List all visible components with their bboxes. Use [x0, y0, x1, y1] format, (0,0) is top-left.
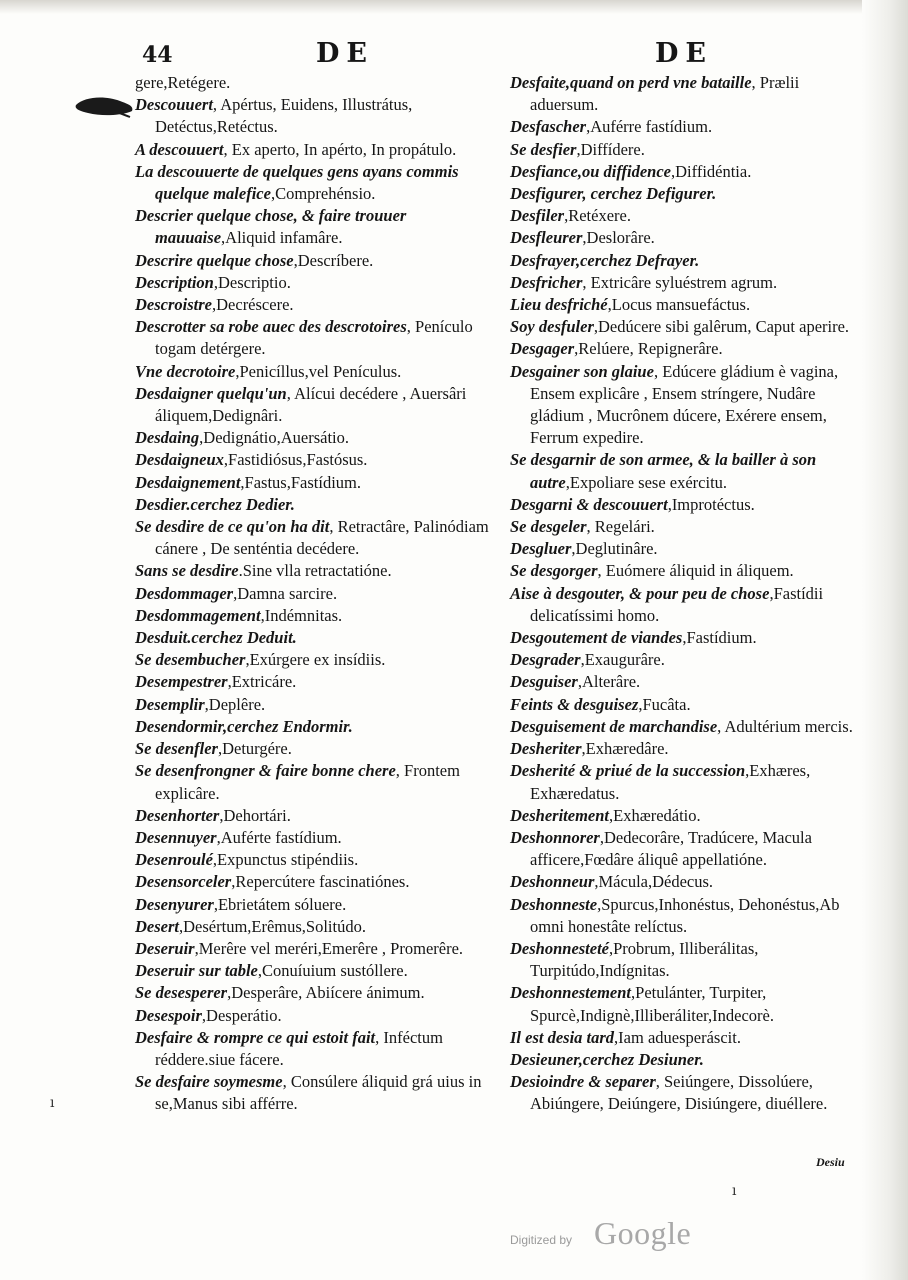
- page-right-edge: [862, 0, 908, 1280]
- entry-headword: Desieuner,cerchez Desiuner.: [510, 1049, 704, 1069]
- dictionary-entry: [135, 627, 495, 649]
- entry-headword: Desgarni & descouuert: [510, 494, 668, 514]
- entry-headword: Desdaigner quelqu'un: [135, 383, 287, 403]
- google-logo: Google: [594, 1215, 692, 1251]
- entry-latin: ,Descriptio.: [213, 272, 291, 292]
- dictionary-entry: [510, 538, 860, 560]
- dictionary-entry: [135, 716, 495, 738]
- entry-latin: , Prælii aduersum.: [530, 73, 800, 115]
- entry-latin: ,Retéxere.: [564, 206, 631, 226]
- entry-latin: ,Exúrgere ex insídiis.: [245, 650, 386, 670]
- entry-latin: ,Indémnitas.: [260, 605, 343, 625]
- entry-headword: Se desgeler: [510, 517, 587, 537]
- entry-latin: ,Dehortári.: [219, 805, 291, 825]
- entry-latin: , Regelári.: [586, 517, 655, 537]
- entry-latin: ,Dedúcere sibi galêrum, Caput aperire.: [593, 317, 850, 337]
- entry-latin: , Seiúngere, Dissolúere, Abiúngere, Deiúngere, Disiúngere, diuéllere.: [530, 1072, 828, 1114]
- entry-headword: Se desfier: [510, 139, 577, 159]
- entry-headword: Deshonnestement: [510, 983, 632, 1003]
- entry-headword: Desennuyer: [135, 827, 217, 847]
- entry-headword: Desdaigneux: [135, 450, 224, 470]
- entry-headword: Desgainer son glaiue: [510, 361, 654, 381]
- dictionary-entry: [135, 916, 495, 938]
- entry-latin: ,Desértum,Erêmus,Solitúdo.: [179, 916, 366, 936]
- dictionary-entry: [510, 361, 860, 450]
- dictionary-entry: [510, 494, 860, 516]
- entry-headword: Desfascher: [510, 117, 587, 137]
- entry-headword: Desfrayer,cerchez Defrayer.: [510, 250, 700, 270]
- entry-latin: .Sine vlla retractatióne.: [238, 561, 392, 581]
- entry-latin: , Ex aperto, In apérto, In propátulo.: [223, 139, 457, 159]
- dictionary-entry: [510, 694, 860, 716]
- dictionary-entry: [510, 827, 860, 871]
- entry-latin: ,Locus mansuefáctus.: [607, 295, 751, 315]
- entry-latin: gere,Retégere.: [135, 73, 231, 92]
- dictionary-entry: [135, 1027, 495, 1071]
- entry-headword: Desguisement de marchandise: [510, 716, 718, 736]
- entry-headword: Descrotter sa robe auec des descrotoires: [135, 317, 407, 337]
- dictionary-entry: [135, 760, 495, 804]
- dictionary-entry: [135, 72, 495, 94]
- entry-headword: Desdaignement: [135, 472, 241, 492]
- entry-latin: ,Decréscere.: [212, 295, 294, 315]
- entry-latin: ,Damna sarcire.: [233, 583, 338, 603]
- dictionary-entry: [510, 516, 860, 538]
- entry-headword: Desendormir,cerchez Endormir.: [135, 716, 353, 736]
- entry-headword: Desert: [135, 916, 179, 936]
- dictionary-entry: [510, 938, 860, 982]
- entry-latin: , Penículo togam detérgere.: [155, 317, 473, 359]
- dictionary-entry: [135, 472, 495, 494]
- entry-latin: ,Iam aduesperáscit.: [614, 1027, 741, 1047]
- entry-latin: ,Desperâre, Abiícere ánimum.: [227, 983, 425, 1003]
- entry-latin: ,Exhæredâre.: [581, 739, 669, 759]
- left-column: [135, 72, 495, 1116]
- entry-headword: Desheriter: [510, 739, 582, 759]
- entry-headword: Deshonnorer: [510, 827, 600, 847]
- entry-latin: , Consúlere áliquid grá uius in se,Manus sibi afférre.: [155, 1072, 482, 1114]
- entry-latin: ,Mácula,Dédecus.: [594, 872, 714, 892]
- entry-latin: ,Spurcus,Inhonéstus, Dehonéstus,Ab omni honestâte relíctus.: [530, 894, 840, 936]
- entry-headword: Desheritement: [510, 805, 609, 825]
- entry-headword: Desdier.cerchez Dedier.: [135, 494, 295, 514]
- entry-headword: Deshonneur: [510, 872, 595, 892]
- entry-latin: , Edúcere gládium è vagina, Ensem explicâre , Ensem stríngere, Nudâre gládium , Mucrônem dúcere, Exérere ensem, Ferrum expedire.: [530, 361, 839, 448]
- entry-headword: Se desenfler: [135, 739, 218, 759]
- entry-latin: ,Dedignátio,Auersátio.: [199, 428, 350, 448]
- entry-headword: Aise à desgouter, & pour peu de chose: [510, 583, 770, 603]
- entry-headword: Desfleurer: [510, 228, 583, 248]
- entry-headword: Desfaire & rompre ce qui estoit fait: [135, 1027, 376, 1047]
- entry-headword: Se desembucher: [135, 650, 246, 670]
- entry-latin: ,Exhæres, Exhæredatus.: [530, 761, 811, 803]
- digitized-by-label: Digitized by: [510, 1233, 573, 1247]
- entry-headword: Description: [135, 272, 214, 292]
- entry-headword: Deshonnesteté: [510, 938, 609, 958]
- entry-headword: Desfiance,ou diffidence: [510, 161, 671, 181]
- entry-headword: Desenroulé: [135, 850, 213, 870]
- dictionary-entry: [135, 671, 495, 693]
- entry-latin: ,Merêre vel meréri,Emerêre , Promerêre.: [194, 938, 464, 958]
- entry-headword: Descouuert: [135, 95, 213, 115]
- entry-latin: , Apértus, Euidens, Illustrátus, Detéctus,Retéctus.: [155, 95, 413, 137]
- entry-latin: ,Expunctus stipéndiis.: [212, 850, 359, 870]
- entry-headword: Se desenfrongner & faire bonne chere: [135, 761, 396, 781]
- entry-latin: , Extricâre syluéstrem agrum.: [582, 272, 778, 292]
- entry-latin: ,Expoliare sese exércitu.: [565, 472, 728, 492]
- dictionary-entry: [510, 1049, 860, 1071]
- dictionary-entry: [135, 938, 495, 960]
- entry-headword: Desemplir: [135, 694, 205, 714]
- dictionary-entry: [135, 805, 495, 827]
- entry-headword: Deseruir sur table: [135, 961, 258, 981]
- entry-latin: ,Alterâre.: [577, 672, 641, 692]
- entry-latin: , Retractâre, Palinódiam cánere , De senténtia decédere.: [155, 517, 489, 559]
- dictionary-entry: [135, 516, 495, 560]
- entry-latin: , Adultérium mercis.: [717, 716, 853, 736]
- entry-headword: Desguiser: [510, 672, 578, 692]
- entry-latin: ,Comprehénsio.: [270, 184, 376, 204]
- dictionary-entry: [510, 716, 860, 738]
- entry-latin: ,Fastídium.: [682, 628, 757, 648]
- dictionary-entry: [135, 982, 495, 1004]
- entry-headword: Desensorceler: [135, 872, 232, 892]
- entry-headword: Desgrader: [510, 650, 581, 670]
- dictionary-entry: [510, 183, 860, 205]
- entry-latin: ,Diffidéntia.: [671, 161, 752, 181]
- dictionary-entry: [135, 827, 495, 849]
- dictionary-entry: [135, 1071, 495, 1115]
- dictionary-entry: [510, 871, 860, 893]
- entry-latin: , Frontem explicâre.: [155, 761, 460, 803]
- dictionary-entry: [135, 960, 495, 982]
- entry-latin: ,Fastus,Fastídium.: [240, 472, 361, 492]
- dictionary-entry: [135, 294, 495, 316]
- dictionary-entry: [510, 161, 860, 183]
- dictionary-entry: [510, 805, 860, 827]
- entry-headword: Se desfaire soymesme: [135, 1072, 283, 1092]
- entry-headword: Feints & desguisez: [510, 694, 639, 714]
- entry-headword: Desgager: [510, 339, 575, 359]
- entry-headword: Lieu desfriché: [510, 295, 608, 315]
- entry-latin: ,Probrum, Illiberálitas, Turpitúdo,Indígnitas.: [530, 938, 759, 981]
- entry-latin: ,Ebrietátem sóluere.: [213, 894, 347, 914]
- entry-latin: , Inféctum réddere.siue fácere.: [155, 1027, 443, 1069]
- dictionary-entry: [135, 449, 495, 471]
- dictionary-entry: [510, 760, 860, 804]
- entry-headword: La descouuerte de quelques gens ayans commis quelque malefice: [135, 161, 459, 204]
- dictionary-entry: [510, 205, 860, 227]
- entry-latin: ,Relúere, Repignerâre.: [574, 339, 723, 359]
- right-column: [510, 72, 860, 1116]
- dictionary-entry: [510, 583, 860, 627]
- dictionary-entry: [510, 139, 860, 161]
- dictionary-entry: [510, 338, 860, 360]
- catchword: Desiu: [816, 1155, 845, 1169]
- dictionary-entry: [135, 316, 495, 360]
- dictionary-entry: [135, 894, 495, 916]
- dictionary-entry: [135, 383, 495, 427]
- entry-latin: ,Exaugurâre.: [580, 650, 665, 670]
- entry-headword: Desdaing: [135, 428, 200, 448]
- entry-headword: Desherité & priué de la succession: [510, 761, 746, 781]
- entry-latin: ,Dedecorâre, Tradúcere, Macula afficere,Fœdâre áliquê appellatióne.: [530, 827, 812, 870]
- entry-latin: ,Improtéctus.: [667, 494, 755, 514]
- entry-latin: ,Deturgére.: [217, 739, 292, 759]
- entry-headword: Deseruir: [135, 938, 195, 958]
- dictionary-entry: [510, 982, 860, 1026]
- entry-headword: Desfiler: [510, 206, 565, 226]
- dictionary-entry: [510, 627, 860, 649]
- entry-headword: Vne decrotoire: [135, 361, 236, 381]
- dictionary-entry: [135, 649, 495, 671]
- entry-latin: ,Deplêre.: [204, 694, 266, 714]
- entry-latin: ,Descríbere.: [293, 250, 374, 270]
- dictionary-entry: [510, 1071, 860, 1115]
- entry-headword: Desgoutement de viandes: [510, 628, 683, 648]
- entry-latin: ,Fastidiósus,Fastósus.: [223, 450, 368, 470]
- dictionary-entry: [135, 161, 495, 205]
- entry-headword: A descouuert: [135, 139, 224, 159]
- entry-headword: Se desdire de ce qu'on ha dit: [135, 517, 330, 537]
- entry-headword: Desduit.cerchez Deduit.: [135, 628, 297, 648]
- entry-headword: Deshonneste: [510, 894, 598, 914]
- dictionary-entry: [135, 694, 495, 716]
- entry-latin: ,Deslorâre.: [582, 228, 655, 248]
- dictionary-entry: [135, 139, 495, 161]
- dictionary-entry: [135, 94, 495, 138]
- dictionary-entry: [135, 583, 495, 605]
- dictionary-entry: [510, 560, 860, 582]
- page-top-edge: [0, 0, 908, 14]
- entry-latin: ,Auférte fastídium.: [216, 827, 342, 847]
- running-head-left: DE: [316, 38, 374, 69]
- dictionary-entry: [510, 116, 860, 138]
- entry-latin: ,Penicíllus,vel Penículus.: [235, 361, 402, 381]
- dictionary-entry: [510, 671, 860, 693]
- entry-latin: ,Deglutinâre.: [571, 539, 658, 559]
- entry-headword: Soy desfuler: [510, 317, 594, 337]
- entry-headword: Se desgarnir de son armee, & la bailler à son autre: [510, 450, 817, 492]
- entry-latin: , Alícui decédere , Auersâri áliquem,Dedignâri.: [155, 383, 467, 426]
- dictionary-entry: [510, 1027, 860, 1049]
- entry-headword: Descroistre: [135, 295, 212, 315]
- entry-headword: Se desesperer: [135, 983, 228, 1003]
- entry-latin: ,Repercútere fascinatiónes.: [231, 872, 410, 892]
- entry-latin: ,Desperátio.: [201, 1005, 282, 1025]
- dictionary-entry: [510, 272, 860, 294]
- page-number: 44: [142, 42, 173, 68]
- entry-headword: Desfricher: [510, 272, 583, 292]
- dictionary-entry: [135, 361, 495, 383]
- dictionary-entry: [510, 316, 860, 338]
- entry-headword: Desfigurer, cerchez Defigurer.: [510, 184, 717, 204]
- dictionary-entry: [510, 72, 860, 116]
- entry-headword: Se desgorger: [510, 561, 598, 581]
- entry-headword: Il est desia tard: [510, 1027, 615, 1047]
- entry-headword: Desfaite,quand on perd vne bataille: [510, 73, 752, 92]
- dictionary-entry: [135, 494, 495, 516]
- dictionary-entry: [510, 649, 860, 671]
- ink-blot-icon: [74, 93, 136, 119]
- dictionary-entry: [510, 227, 860, 249]
- entry-latin: ,Fucâta.: [638, 694, 691, 714]
- entry-headword: Descrier quelque chose, & faire trouuer mauuaise: [135, 206, 407, 248]
- dictionary-entry: [135, 272, 495, 294]
- entry-headword: Desespoir: [135, 1005, 202, 1025]
- entry-latin: ,Aliquid infamâre.: [221, 228, 343, 248]
- entry-latin: ,Fastídii delicatíssimi homo.: [530, 583, 824, 625]
- margin-mark-icon: ı: [732, 1183, 737, 1199]
- entry-headword: Desdommagement: [135, 605, 261, 625]
- dictionary-entry: [135, 427, 495, 449]
- entry-headword: Desenhorter: [135, 805, 220, 825]
- dictionary-entry: [510, 449, 860, 493]
- dictionary-entry: [135, 1005, 495, 1027]
- entry-headword: Desenyurer: [135, 894, 214, 914]
- dictionary-entry: [135, 205, 495, 249]
- entry-headword: Desempestrer: [135, 672, 228, 692]
- dictionary-entry: [135, 871, 495, 893]
- dictionary-entry: [135, 560, 495, 582]
- dictionary-entry: [510, 250, 860, 272]
- dictionary-entry: [135, 250, 495, 272]
- dictionary-entry: [135, 738, 495, 760]
- entry-headword: Descrire quelque chose: [135, 250, 294, 270]
- entry-latin: ,Auférre fastídium.: [586, 117, 713, 137]
- entry-headword: Desgluer: [510, 539, 572, 559]
- dictionary-entry: [135, 605, 495, 627]
- entry-headword: Desdommager: [135, 583, 234, 603]
- entry-latin: , Euómere áliquid in áliquem.: [597, 561, 794, 581]
- entry-latin: ,Extricáre.: [227, 672, 297, 692]
- margin-mark-icon: ı: [50, 1095, 55, 1111]
- dictionary-entry: [510, 294, 860, 316]
- entry-latin: ,Diffídere.: [576, 139, 645, 159]
- entry-latin: ,Exhæredátio.: [609, 805, 701, 825]
- dictionary-entry: [510, 738, 860, 760]
- running-head-right: DE: [655, 38, 713, 69]
- entry-headword: Sans se desdire: [135, 561, 239, 581]
- entry-latin: ,Petulánter, Turpiter, Spurcè,Indignè,Illiberáliter,Indecorè.: [530, 983, 774, 1025]
- entry-latin: ,Conuíuium sustóllere.: [257, 961, 408, 981]
- dictionary-entry: [135, 849, 495, 871]
- dictionary-entry: [510, 894, 860, 938]
- entry-headword: Desioindre & separer: [510, 1072, 656, 1092]
